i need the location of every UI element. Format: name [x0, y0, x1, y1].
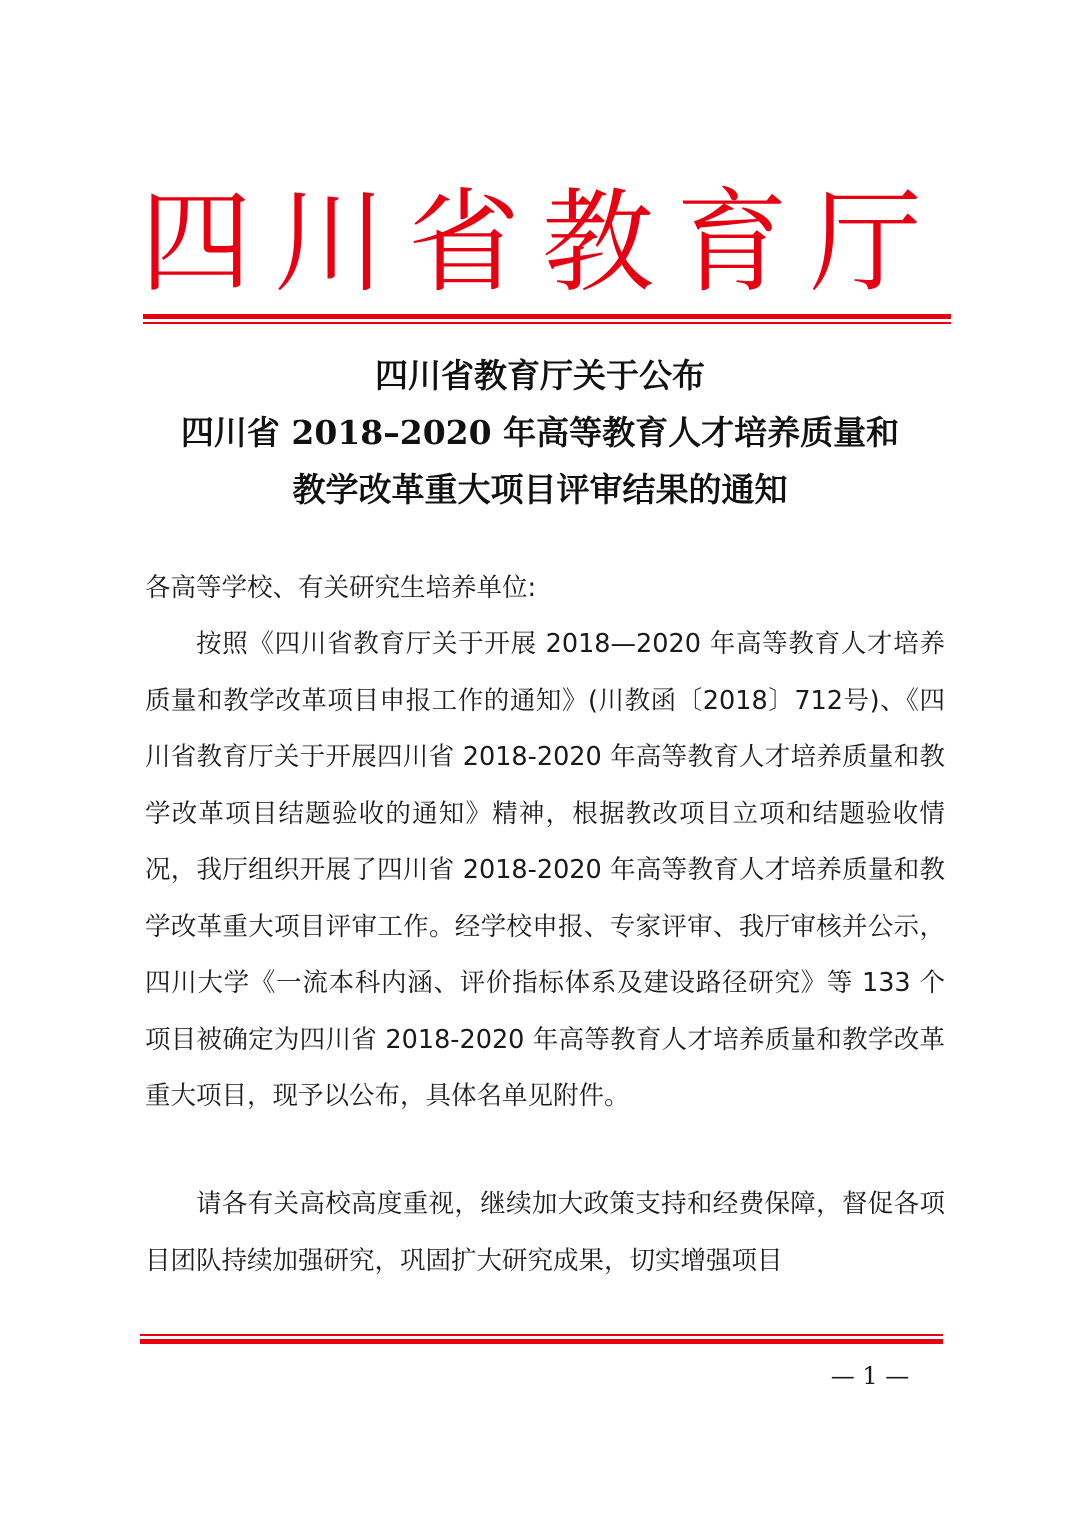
masthead-rule-thin: [143, 322, 951, 324]
footer-rule-thin: [140, 1334, 943, 1336]
footer-rule-thick: [140, 1339, 943, 1344]
document-title-line-2: 四川省 2018–2020 年高等教育人才培养质量和: [180, 413, 900, 452]
salutation: 各高等学校、有关研究生培养单位:: [145, 573, 537, 603]
body-paragraph-2: 请各有关高校高度重视，继续加大政策支持和经费保障，督促各项目团队持续加强研究，巩固扩大研究成果，切实增强项目: [145, 1189, 945, 1276]
page-number: — 1 —: [830, 1362, 910, 1390]
document-title-line-1: 四川省教育厅关于公布: [375, 356, 705, 395]
masthead-rule-thick: [143, 314, 951, 319]
issuer-masthead: 四川省教育厅: [140, 178, 944, 308]
body-paragraph-1: 按照《四川省教育厅关于开展 2018—2020 年高等教育人才培养质量和教学改革项目申报工作的通知》(川教函〔2018〕712号)、《四川省教育厅关于开展四川省 2018-2020 年高等教育人才培养质量和教学改革项目结题验收的通知》精神，根据教改项目立项和结题验收情况，我厅组织开展了四川省 2018-2020 年高等教育人才培养质量和教学改革重大项目评审工作。经学校申报、专家评审、我厅审核并公示，四川大学《一流本科内涵、评价指标体系及建设路径研究》等 133 个项目被确定为四川省 2018-2020 年高等教育人才培养质量和教学改革重大项目，现予以公布，具体名单见附件。: [145, 629, 945, 1111]
document-title-line-3: 教学改革重大项目评审结果的通知: [292, 470, 788, 509]
